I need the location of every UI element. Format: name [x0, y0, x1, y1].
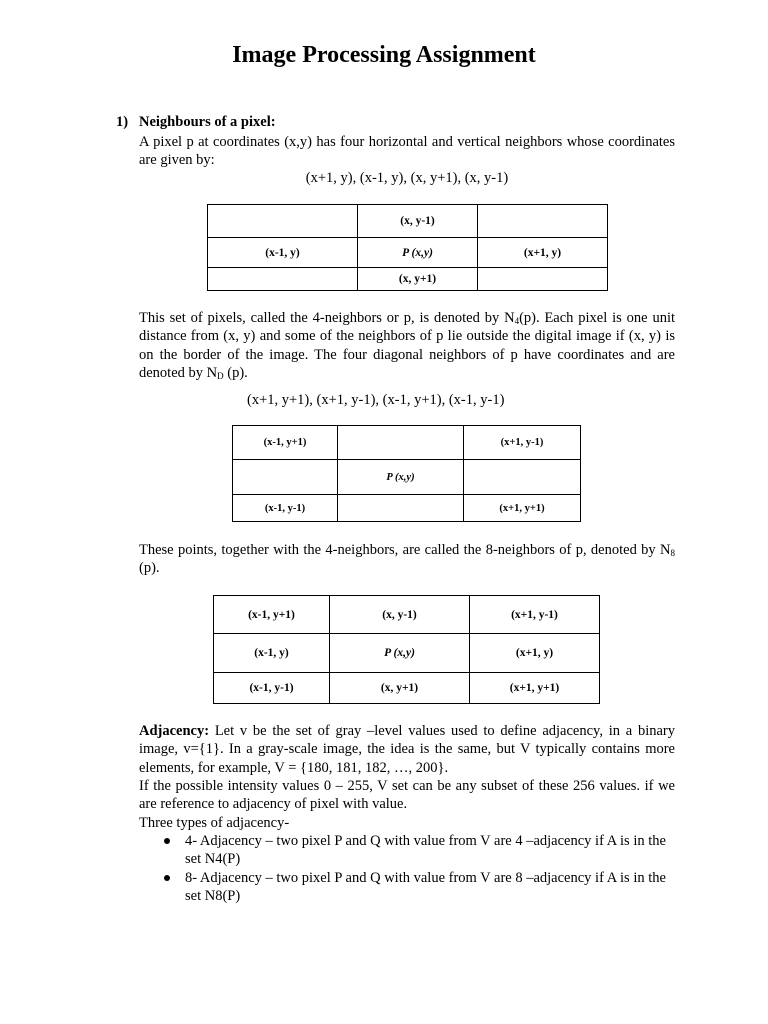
nd-cell: (x-1, y+1): [233, 426, 338, 460]
nd-cell: [338, 495, 464, 522]
n8-cell: (x, y+1): [330, 673, 470, 704]
nd-cell: [233, 460, 338, 495]
n4-description: This set of pixels, called the 4-neighbors or p, is denoted by $N_4(p)$. Each pixel is one unit distance from (x, y) and some of the neighbors of p lie outside the digital image if (x, y) is on the border of the image. The four diagonal neighbors of p have coordinates and are denoted by $N_D$ (p).: [139, 310, 675, 381]
n8-cell: (x+1, y-1): [470, 596, 600, 634]
nd-table: [232, 425, 581, 522]
n4-cell: (x-1, y): [208, 238, 358, 268]
n4-center-cell: P (x,y): [358, 238, 478, 268]
n8-cell: (x-1, y-1): [214, 673, 330, 704]
bullet-icon: [164, 838, 170, 844]
nd-cell: [338, 426, 464, 460]
intro-paragraph: A pixel p at coordinates (x,y) has four horizontal and vertical neighbors whose coordinates are given by:: [139, 134, 675, 169]
section-number: 1): [116, 114, 129, 130]
n4-cell: [208, 268, 358, 291]
n4-cell: [208, 205, 358, 238]
n8-cell: (x+1, y+1): [470, 673, 600, 704]
nd-cell: (x-1, y-1): [233, 495, 338, 522]
adjacency-list: [139, 832, 675, 905]
document-title: Image Processing Assignment: [232, 42, 536, 68]
list-item: 4- Adjacency – two pixel P and Q with value from V are 4 –adjacency if A is in the set N4(P): [139, 832, 675, 869]
diagonal-coords: (x+1, y+1), (x+1, y-1), (x-1, y+1), (x-1, y-1): [247, 392, 505, 408]
n8-cell: (x+1, y): [470, 634, 600, 673]
adjacency-label: Adjacency:: [139, 723, 210, 739]
list-item: 8- Adjacency – two pixel P and Q with value from V are 8 –adjacency if A is in the set N8(P): [139, 869, 675, 906]
adjacency-paragraph: Adjacency: Let v be the set of gray –level values used to define adjacency, in a binary image, v={1}. In a gray-scale image, the idea is the same, but V typically contains more elements, for example, V = {180, 181, 182, …, 200}.: [139, 723, 675, 776]
nd-center-cell: P (x,y): [338, 460, 464, 495]
n4-table: [207, 204, 608, 291]
intensity-paragraph: If the possible intensity values 0 – 255, V set can be any subset of these 256 values. if we are reference to adjacency of pixel with value.: [139, 778, 675, 813]
nd-cell: (x+1, y-1): [464, 426, 581, 460]
section-heading: [116, 114, 276, 131]
section-title: Neighbours of a pixel:: [139, 114, 276, 130]
n8-cell: (x, y-1): [330, 596, 470, 634]
nd-cell: (x+1, y+1): [464, 495, 581, 522]
nd-cell: [464, 460, 581, 495]
n8-cell: (x-1, y): [214, 634, 330, 673]
adjacency-types-intro: Three types of adjacency-: [139, 815, 290, 831]
n4-cell: (x, y-1): [358, 205, 478, 238]
n8-table: [213, 595, 600, 704]
n4-cell: (x+1, y): [478, 238, 608, 268]
n4-cell: (x, y+1): [358, 268, 478, 291]
n4-cell: [478, 205, 608, 238]
n8-description: These points, together with the 4-neighbors, are called the 8-neighbors of p, denoted by $N_8$ (p).: [139, 542, 675, 577]
four-neighbor-coords: (x+1, y), (x-1, y), (x, y+1), (x, y-1): [305, 170, 509, 186]
bullet-icon: [164, 875, 170, 881]
n8-cell: (x-1, y+1): [214, 596, 330, 634]
n8-center-cell: P (x,y): [330, 634, 470, 673]
n4-cell: [478, 268, 608, 291]
